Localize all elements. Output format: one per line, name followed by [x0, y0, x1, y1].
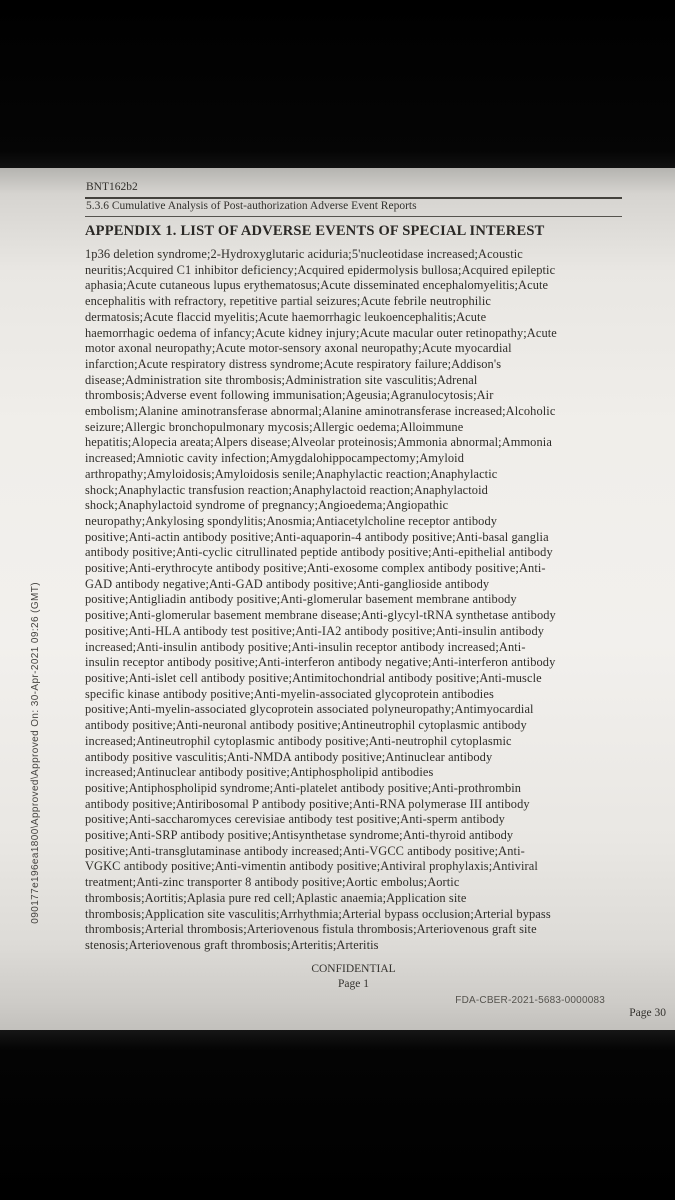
body-line: thrombosis;Adverse event following immunisation;Ageusia;Agranulocytosis;Air [85, 388, 494, 403]
body-line: increased;Anti-insulin antibody positive;Anti-insulin receptor antibody increased;Anti- [85, 639, 526, 654]
body-line: GAD antibody negative;Anti-GAD antibody positive;Anti-ganglioside antibody [85, 576, 490, 591]
body-line: positive;Anti-HLA antibody test positive;Anti-IA2 antibody positive;Anti-insulin antibody [85, 623, 545, 638]
body-line: antibody positive;Antiribosomal P antibody positive;Anti-RNA polymerase III antibody [85, 796, 530, 811]
body-line: positive;Anti-saccharomyces cerevisiae antibody test positive;Anti-sperm antibody [85, 812, 505, 827]
body-line: increased;Antineutrophil cytoplasmic antibody positive;Anti-neutrophil cytoplasmic [85, 733, 512, 748]
body-line: positive;Antigliadin antibody positive;Anti-glomerular basement membrane antibody [85, 592, 517, 607]
body-line: thrombosis;Application site vasculitis;Arrhythmia;Arterial bypass occlusion;Arterial bypass [85, 906, 551, 921]
appendix-title: APPENDIX 1. LIST OF ADVERSE EVENTS OF SPECIAL INTEREST [85, 223, 545, 239]
body-line: neuritis;Acquired C1 inhibitor deficiency;Acquired epidermolysis bullosa;Acquired epileptic [85, 262, 556, 277]
body-line: increased;Antinuclear antibody positive;Antiphospholipid antibodies [85, 765, 434, 780]
footer-center-block [85, 962, 622, 992]
body-line: positive;Anti-myelin-associated glycoprotein associated polyneuropathy;Antimyocardial [85, 702, 534, 717]
confidential-label: CONFIDENTIAL [311, 963, 396, 975]
body-line: haemorrhagic oedema of infancy;Acute kidney injury;Acute macular outer retinopathy;Acute [85, 325, 557, 340]
body-line: positive;Antiphospholipid syndrome;Anti-platelet antibody positive;Anti-prothrombin [85, 780, 522, 795]
outer-page-number: Page 30 [629, 1007, 666, 1019]
body-line: antibody positive vasculitis;Anti-NMDA antibody positive;Antinuclear antibody [85, 749, 493, 764]
body-line: shock;Anaphylactic transfusion reaction;Anaphylactoid reaction;Anaphylactoid [85, 482, 488, 497]
body-line: positive;Anti-transglutaminase antibody increased;Anti-VGCC antibody positive;Anti- [85, 843, 525, 858]
adverse-events-list [85, 247, 630, 954]
document-header-report-title: 5.3.6 Cumulative Analysis of Post-authorization Adverse Event Reports [86, 200, 417, 212]
approval-stamp-text: 090177e196ea1800\Approved\Approved On: 30-Apr-2021 09:26 (GMT) [29, 581, 41, 924]
header-rule-bottom [85, 216, 622, 217]
body-line: hepatitis;Alopecia areata;Alpers disease;Alveolar proteinosis;Ammonia abnormal;Ammonia [85, 435, 552, 450]
document-header-product-code: BNT162b2 [86, 181, 138, 193]
body-line: treatment;Anti-zinc transporter 8 antibody positive;Aortic embolus;Aortic [85, 875, 460, 890]
body-line: thrombosis;Arterial thrombosis;Arteriovenous fistula thrombosis;Arteriovenous graft site [85, 922, 537, 937]
document-page [0, 168, 675, 1030]
bottom-letterbox [0, 1030, 675, 1200]
body-line: specific kinase antibody positive;Anti-myelin-associated glycoprotein antibodies [85, 686, 494, 701]
top-letterbox [0, 0, 675, 168]
body-line: neuropathy;Ankylosing spondylitis;Anosmia;Antiacetylcholine receptor antibody [85, 513, 498, 528]
body-line: embolism;Alanine aminotransferase abnormal;Alanine aminotransferase increased;Alcoholic [85, 404, 556, 419]
body-line: disease;Administration site thrombosis;Administration site vasculitis;Adrenal [85, 372, 478, 387]
body-line: aphasia;Acute cutaneous lupus erythematosus;Acute disseminated encephalomyelitis;Acute [85, 278, 549, 293]
body-line: encephalitis with refractory, repetitive partial seizures;Acute febrile neutrophilic [85, 294, 491, 309]
body-line: positive;Anti-glomerular basement membrane disease;Anti-glycyl-tRNA synthetase antibody [85, 608, 556, 623]
body-line: insulin receptor antibody positive;Anti-interferon antibody negative;Anti-interferon antibody [85, 655, 556, 670]
body-line: thrombosis;Aortitis;Aplasia pure red cell;Aplastic anaemia;Application site [85, 890, 467, 905]
body-line: positive;Anti-islet cell antibody positive;Antimitochondrial antibody positive;Anti-muscle [85, 670, 542, 685]
body-line: seizure;Allergic bronchopulmonary mycosis;Allergic oedema;Alloimmune [85, 419, 464, 434]
body-line: shock;Anaphylactoid syndrome of pregnancy;Angioedema;Angiopathic [85, 498, 449, 513]
body-line: positive;Anti-actin antibody positive;Anti-aquaporin-4 antibody positive;Anti-basal ganglia [85, 529, 549, 544]
body-line: stenosis;Arteriovenous graft thrombosis;Arteritis;Arteritis [85, 937, 379, 952]
body-line: antibody positive;Anti-neuronal antibody positive;Antineutrophil cytoplasmic antibody [85, 718, 527, 733]
body-line: antibody positive;Anti-cyclic citrullinated peptide antibody positive;Anti-epithelial antibody [85, 545, 553, 560]
body-line: motor axonal neuropathy;Acute motor-sensory axonal neuropathy;Acute myocardial [85, 341, 512, 356]
fda-reference-number: FDA-CBER-2021-5683-0000083 [455, 995, 605, 1006]
body-line: positive;Anti-erythrocyte antibody positive;Anti-exosome complex antibody positive;Anti- [85, 561, 546, 576]
body-line: infarction;Acute respiratory distress syndrome;Acute respiratory failure;Addison's [85, 356, 502, 371]
body-line: 1p36 deletion syndrome;2-Hydroxyglutaric aciduria;5'nucleotidase increased;Acoustic [85, 247, 523, 261]
approval-stamp [22, 515, 48, 990]
body-line: dermatosis;Acute flaccid myelitis;Acute haemorrhagic leukoencephalitis;Acute [85, 309, 487, 324]
body-line: increased;Amniotic cavity infection;Amygdalohippocampectomy;Amyloid [85, 451, 465, 466]
body-line: positive;Anti-SRP antibody positive;Antisynthetase syndrome;Anti-thyroid antibody [85, 828, 514, 843]
header-rule-top [85, 197, 622, 199]
body-line: VGKC antibody positive;Anti-vimentin antibody positive;Antiviral prophylaxis;Antiviral [85, 859, 538, 874]
body-line: arthropathy;Amyloidosis;Amyloidosis senile;Anaphylactic reaction;Anaphylactic [85, 466, 498, 481]
inner-page-number: Page 1 [338, 978, 369, 990]
